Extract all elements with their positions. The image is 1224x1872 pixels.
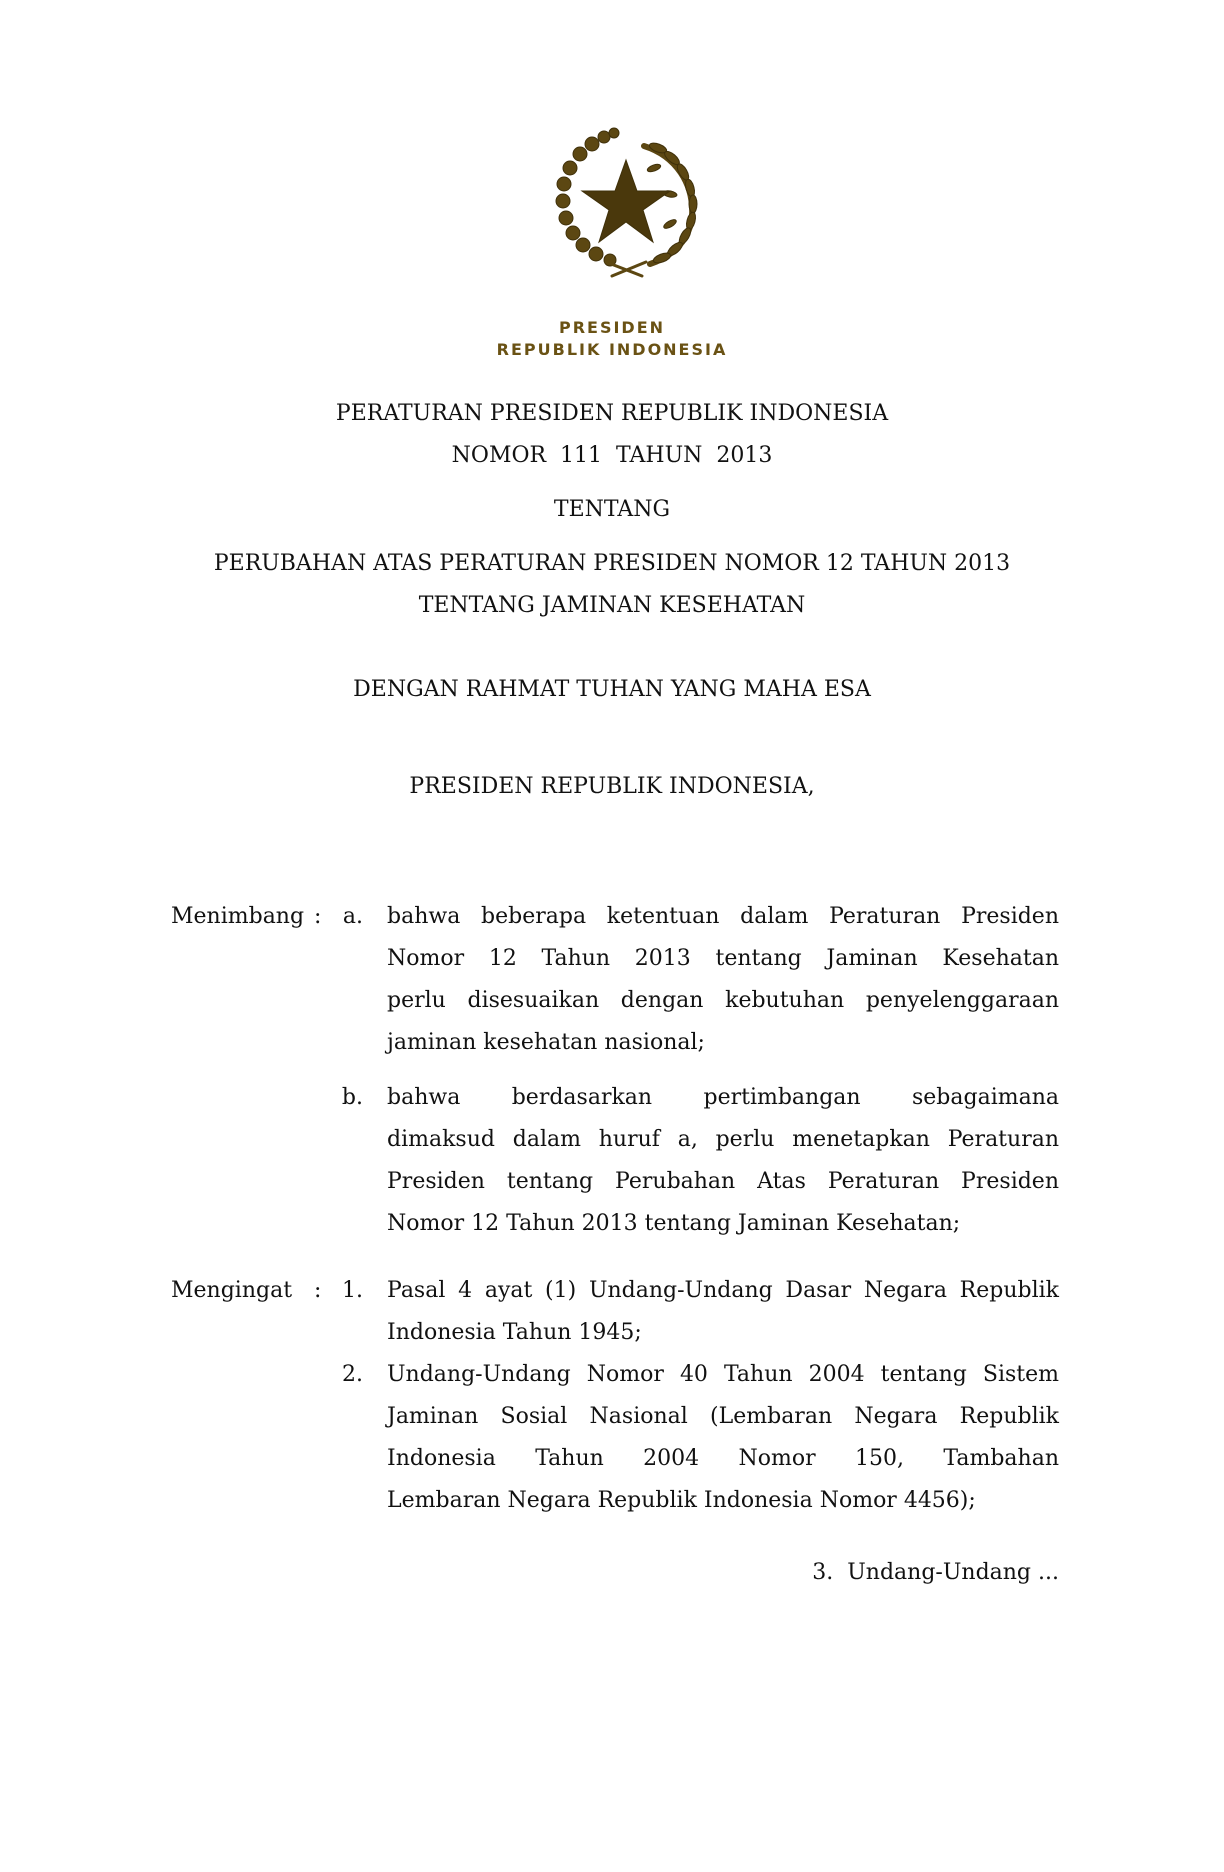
regulation-about-label: TENTANG [553,497,671,522]
list-item-line: Pasal 4 ayat (1) Undang-Undang Dasar Negara Republik [387,1278,1059,1303]
list-item-line: Indonesia Tahun 1945; [387,1320,642,1345]
mengingat-label: Mengingat [171,1278,293,1303]
insignia-title-line2: REPUBLIK INDONESIA [496,340,728,359]
mengingat-colon: : [314,1278,322,1303]
list-item-line: Presiden tentang Perubahan Atas Peraturan Presiden [387,1169,1059,1194]
list-marker: 1. [342,1278,363,1303]
list-item-line: dimaksud dalam huruf a, perlu menetapkan Peraturan [387,1127,1059,1152]
garuda-star-wreath-emblem-icon [546,124,706,284]
next-page-catchword: 3. Undang-Undang ... [812,1560,1059,1585]
list-marker: 2. [342,1362,363,1387]
regulation-number: NOMOR 111 TAHUN 2013 [451,443,773,468]
invocation: DENGAN RAHMAT TUHAN YANG MAHA ESA [353,677,871,702]
list-marker: a. [342,904,363,929]
menimbang-colon: : [314,904,322,929]
regulation-title: PERATURAN PRESIDEN REPUBLIK INDONESIA [335,401,889,426]
list-item-line: bahwa beberapa ketentuan dalam Peraturan Presiden [387,904,1059,929]
list-item-line: Nomor 12 Tahun 2013 tentang Jaminan Kesehatan [387,946,1059,971]
list-item-line: Jaminan Sosial Nasional (Lembaran Negara Republik [387,1404,1059,1429]
list-item-line: Undang-Undang Nomor 40 Tahun 2004 tentang Sistem [387,1362,1059,1387]
issuer-heading: PRESIDEN REPUBLIK INDONESIA, [409,774,815,799]
list-item-line: jaminan kesehatan nasional; [387,1030,705,1055]
list-item-line: Nomor 12 Tahun 2013 tentang Jaminan Kesehatan; [387,1211,961,1236]
list-item-line: perlu disesuaikan dengan kebutuhan penyelenggaraan [387,988,1059,1013]
list-item-line: Lembaran Negara Republik Indonesia Nomor 4456); [387,1488,976,1513]
list-marker: b. [341,1085,363,1110]
list-item-line: Indonesia Tahun 2004 Nomor 150, Tambahan [387,1446,1059,1471]
menimbang-label: Menimbang [171,904,305,929]
regulation-subject-line1: PERUBAHAN ATAS PERATURAN PRESIDEN NOMOR 12 TAHUN 2013 [213,551,1011,576]
list-item-line: bahwa berdasarkan pertimbangan sebagaimana [387,1085,1059,1110]
insignia-title-line1: PRESIDEN [558,318,666,337]
regulation-subject-line2: TENTANG JAMINAN KESEHATAN [418,593,806,618]
